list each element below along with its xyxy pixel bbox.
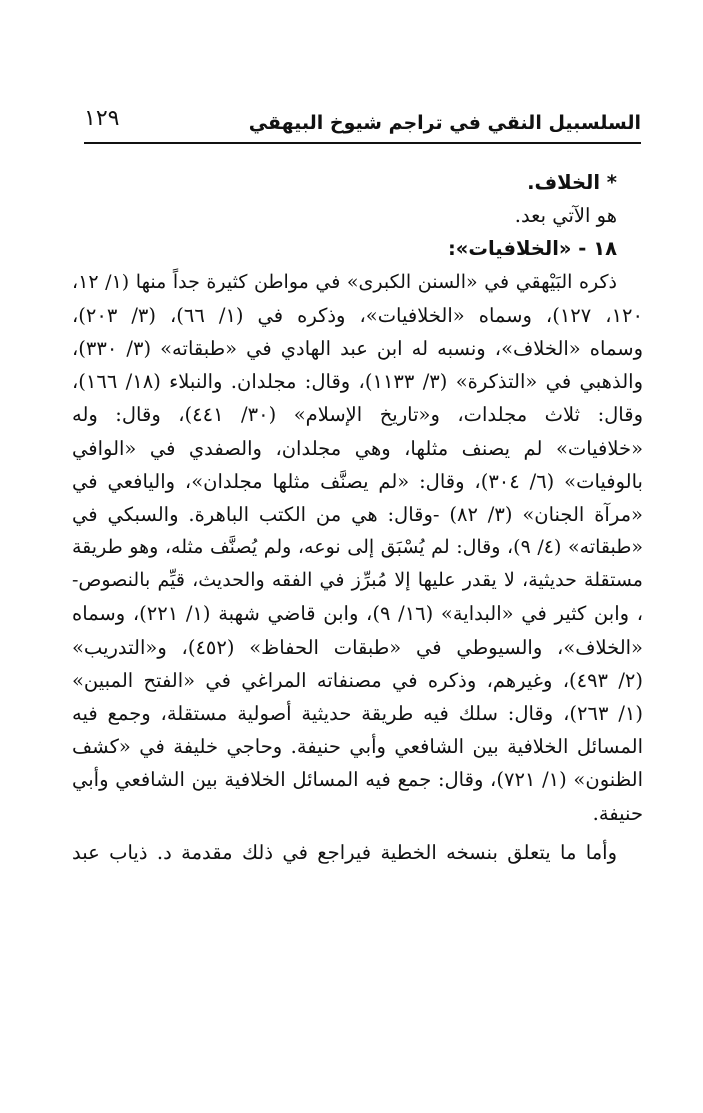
closing-line: وأما ما يتعلق بنسخه الخطية فيراجع في ذلك مقدمة د. ذياب عبد — [72, 840, 617, 864]
paragraph-line: ذكره البَيْهقي في «السنن الكبرى» في مواطن كثيرة جداً منها (١/ ١٢، — [72, 270, 617, 293]
paragraph-line: ١٢٠، ١٢٧)، وسماه «الخلافيات»، وذكره في (١/ ٦٦)، (٣/ ٢٠٣)، — [72, 303, 643, 327]
paragraph-line: والذهبي في «التذكرة» (٣/ ١١٣٣)، وقال: مجلدان. والنبلاء (١٨/ ١٦٦)، — [72, 370, 643, 394]
paragraph-line: ، وابن كثير في «البداية» (١٦/ ٩)، وابن قاضي شهبة (١/ ٢٢١)، وسماه — [72, 602, 643, 626]
body-text — [72, 166, 643, 869]
paragraph-line: «طبقاته» (٤/ ٩)، وقال: لم يُسْبَق إلى نوعه، ولم يُصنَّف مثله، وهو طريقة — [72, 536, 643, 559]
paragraph-line: «خلافيات» لم يصنف مثلها، وهي مجلدان، والصفدي في «الوافي — [72, 436, 643, 460]
paragraph-line: (٢/ ٤٩٣)، وغيرهم، وذكره في مصنفاته المراغي في «الفتح المبين» — [72, 668, 643, 692]
paragraph-line: بالوفيات» (٦/ ٣٠٤)، وقال: «لم يصنَّف مثلها مجلدان»، واليافعي في — [72, 469, 643, 493]
paragraph-line: حنيفة. — [592, 801, 643, 825]
paragraph-line: مستقلة حديثية، لا يقدر عليها إلا مُبرِّز في الفقه والحديث، قيِّم بالنصوص- — [72, 569, 643, 592]
paragraph-line: المسائل الخلافية بين الشافعي وأبي حنيفة. وحاجي خليفة في «كشف — [72, 735, 643, 759]
paragraph-line: «الخلاف»، والسيوطي في «طبقات الحفاظ» (٤٥٢)، و«التدريب» — [72, 635, 643, 659]
entry-heading: ١٨ - «الخلافيات»: — [448, 237, 617, 261]
section-note: هو الآتي بعد. — [514, 204, 617, 228]
running-title: السلسبيل النقي في تراجم شيوخ البيهقي — [248, 112, 641, 134]
paragraph-line: الظنون» (١/ ٧٢١)، وقال: جمع فيه المسائل الخلافية بين الشافعي وأبي — [72, 768, 643, 792]
running-header — [84, 104, 641, 144]
paragraph-line: وقال: ثلاث مجلدات، و«تاريخ الإسلام» (٣٠/ ٤٤١)، وقال: وله — [72, 403, 643, 427]
paragraph-line: وسماه «الخلاف»، ونسبه له ابن عبد الهادي في «طبقاته» (٣/ ٣٣٠)، — [72, 336, 643, 360]
section-heading: * الخلاف. — [527, 171, 617, 194]
paragraph-line: (١/ ٢٦٣)، وقال: سلك فيه طريقة حديثية أصولية مستقلة، وجمع فيه — [72, 702, 643, 725]
paragraph-line: «مرآة الجنان» (٣/ ٨٢) -وقال: هي من الكتب الباهرة. والسبكي في — [72, 502, 643, 526]
page-number: ١٢٩ — [84, 106, 120, 131]
